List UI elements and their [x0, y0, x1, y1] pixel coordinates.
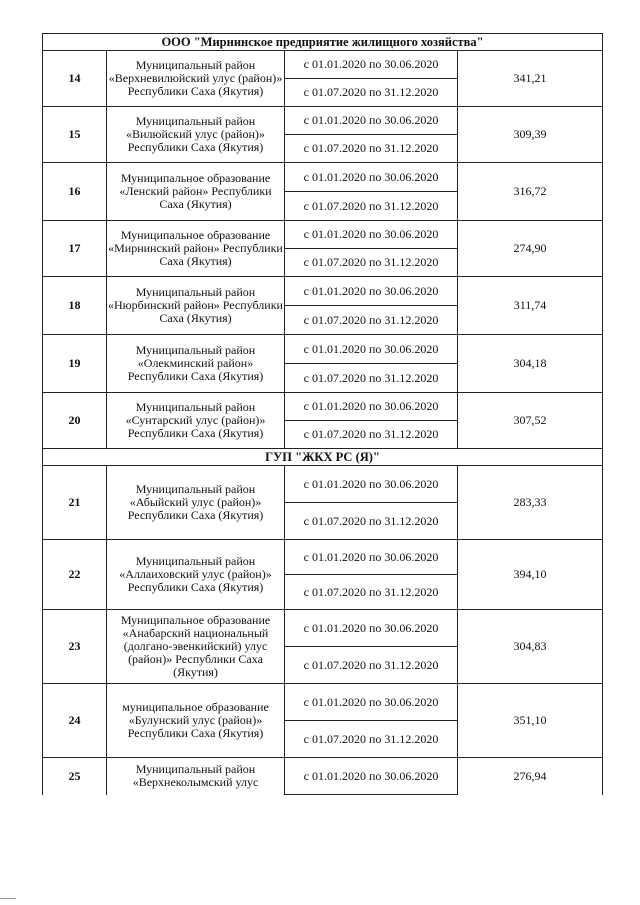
tariff-value: 307,52 [458, 393, 603, 449]
table-row [43, 610, 603, 647]
tariff-period: с 01.07.2020 по 31.12.2020 [285, 503, 458, 540]
tariff-period: с 01.01.2020 по 30.06.2020 [285, 758, 458, 795]
row-number: 17 [43, 221, 107, 277]
tariff-value: 276,94 [458, 758, 603, 795]
municipality-name: Муниципальный район «Верхневилюйский улус (район)» Республики Саха (Якутия) [107, 51, 285, 107]
row-number: 20 [43, 393, 107, 449]
tariff-period: с 01.07.2020 по 31.12.2020 [285, 79, 458, 107]
municipality-name: муниципальное образование «Булунский улус (район)» Республики Саха (Якутия) [107, 684, 285, 758]
table-row [43, 335, 603, 364]
tariff-period: с 01.01.2020 по 30.06.2020 [285, 684, 458, 721]
tariff-value: 304,18 [458, 335, 603, 393]
org-header-row [43, 449, 603, 466]
tariff-value: 274,90 [458, 221, 603, 277]
table-row [43, 684, 603, 721]
tariff-period: с 01.07.2020 по 31.12.2020 [285, 421, 458, 449]
municipality-name: Муниципальный район «Олекминский район» Республики Саха (Якутия) [107, 335, 285, 393]
tariff-period: с 01.01.2020 по 30.06.2020 [285, 540, 458, 575]
tariff-period: с 01.07.2020 по 31.12.2020 [285, 364, 458, 393]
municipality-name: Муниципальное образование «Анабарский национальный (долгано-эвенкийский) улус (район)» Республики Саха (Якутия) [107, 610, 285, 684]
municipality-name: Муниципальный район «Абыйский улус (район)» Республики Саха (Якутия) [107, 466, 285, 540]
tariff-period: с 01.01.2020 по 30.06.2020 [285, 393, 458, 421]
row-number: 23 [43, 610, 107, 684]
tariff-period: с 01.07.2020 по 31.12.2020 [285, 249, 458, 277]
row-number: 25 [43, 758, 107, 795]
tariff-value: 351,10 [458, 684, 603, 758]
municipality-name: Муниципальный район «Верхнеколымский улус [107, 758, 285, 795]
org-header: ГУП "ЖКХ РС (Я)" [43, 449, 603, 466]
table-row [43, 107, 603, 135]
tariff-value: 283,33 [458, 466, 603, 540]
table-row [43, 393, 603, 421]
tariff-period: с 01.07.2020 по 31.12.2020 [285, 306, 458, 335]
row-number: 22 [43, 540, 107, 610]
municipality-name: Муниципальный район «Аллаиховский улус (район)» Республики Саха (Якутия) [107, 540, 285, 610]
tariff-value: 394,10 [458, 540, 603, 610]
org-header-row [43, 34, 603, 51]
tariff-table [42, 33, 603, 795]
tariff-period: с 01.07.2020 по 31.12.2020 [285, 721, 458, 758]
tariff-period: с 01.01.2020 по 30.06.2020 [285, 277, 458, 306]
tariff-period: с 01.07.2020 по 31.12.2020 [285, 135, 458, 163]
row-number: 14 [43, 51, 107, 107]
table-row [43, 277, 603, 306]
tariff-period: с 01.01.2020 по 30.06.2020 [285, 163, 458, 192]
municipality-name: Муниципальное образование «Мирнинский район» Республики Саха (Якутия) [107, 221, 285, 277]
tariff-period: с 01.07.2020 по 31.12.2020 [285, 192, 458, 221]
municipality-name: Муниципальный район «Сунтарский улус (район)» Республики Саха (Якутия) [107, 393, 285, 449]
table-row [43, 163, 603, 192]
tariff-value: 311,74 [458, 277, 603, 335]
org-header: ООО "Мирнинское предприятие жилищного хозяйства" [43, 34, 603, 51]
page-edge-mark [0, 898, 16, 899]
tariff-period: с 01.01.2020 по 30.06.2020 [285, 51, 458, 79]
table-row [43, 466, 603, 503]
table-row [43, 221, 603, 249]
tariff-period: с 01.01.2020 по 30.06.2020 [285, 221, 458, 249]
municipality-name: Муниципальное образование «Ленский район» Республики Саха (Якутия) [107, 163, 285, 221]
tariff-period: с 01.07.2020 по 31.12.2020 [285, 647, 458, 684]
row-number: 16 [43, 163, 107, 221]
row-number: 24 [43, 684, 107, 758]
tariff-value: 309,39 [458, 107, 603, 163]
tariff-value: 316,72 [458, 163, 603, 221]
municipality-name: Муниципальный район «Нюрбинский район» Республики Саха (Якутия) [107, 277, 285, 335]
tariff-period: с 01.01.2020 по 30.06.2020 [285, 335, 458, 364]
row-number: 21 [43, 466, 107, 540]
row-number: 19 [43, 335, 107, 393]
tariff-value: 341,21 [458, 51, 603, 107]
table-row [43, 540, 603, 575]
municipality-name: Муниципальный район «Вилюйский улус (район)» Республики Саха (Якутия) [107, 107, 285, 163]
tariff-value: 304,83 [458, 610, 603, 684]
row-number: 15 [43, 107, 107, 163]
row-number: 18 [43, 277, 107, 335]
tariff-period: с 01.01.2020 по 30.06.2020 [285, 610, 458, 647]
tariff-table-body [43, 34, 603, 795]
tariff-period: с 01.01.2020 по 30.06.2020 [285, 107, 458, 135]
tariff-period: с 01.01.2020 по 30.06.2020 [285, 466, 458, 503]
tariff-period: с 01.07.2020 по 31.12.2020 [285, 575, 458, 610]
table-row [43, 758, 603, 795]
tariff-document-page [42, 33, 602, 795]
table-row [43, 51, 603, 79]
